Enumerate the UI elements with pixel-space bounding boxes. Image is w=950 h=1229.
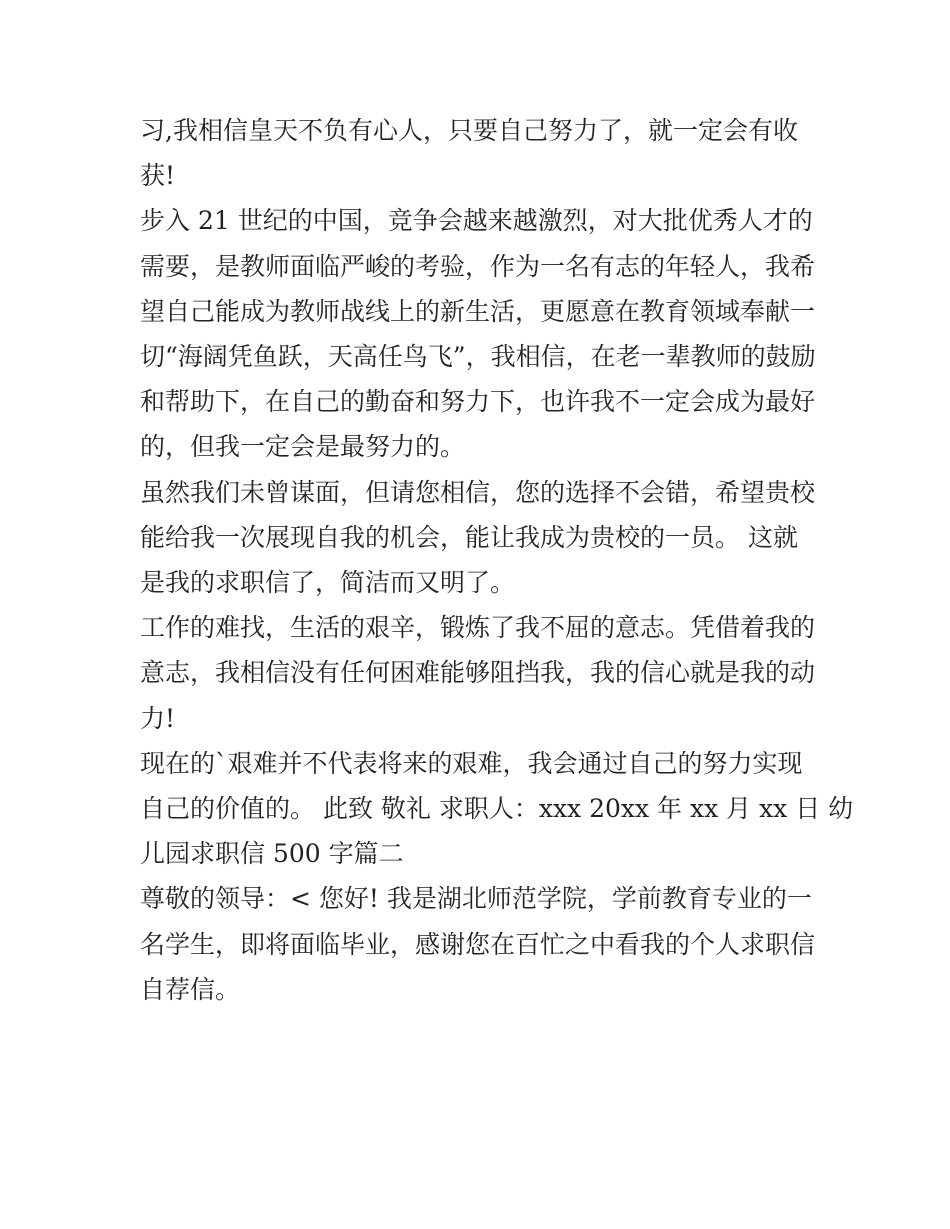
text-line: 自荐信。	[140, 974, 241, 1004]
text-line: 步入 21 世纪的中国，竞争会越来越激烈，对大批优秀人才的	[140, 206, 813, 236]
text-line: 习,我相信皇天不负有心人，只要自己努力了，就一定会有收	[140, 116, 798, 145]
text-line: 和帮助下，在自己的勤奋和努力下，也许我不一定会成为最好	[140, 387, 816, 417]
text-line: 切“海阔凭鱼跃，天高任鸟飞”，我相信，在老一辈教师的鼓励	[140, 342, 816, 372]
text-line: 虽然我们未曾谋面，但请您相信，您的选择不会错，希望贵校	[140, 477, 816, 507]
text-line: 意志，我相信没有任何困难能够阻挡我，我的信心就是我的动	[140, 658, 816, 688]
text-line: 现在的`艰难并不代表将来的艰难，我会通过自己的努力实现	[140, 748, 803, 778]
text-line: 名学生，即将面临毕业，感谢您在百忙之中看我的个人求职信	[140, 929, 816, 959]
text-line: 儿园求职信 500 字篇二	[140, 839, 404, 869]
text-line: 是我的求职信了，简洁而又明了。	[140, 568, 516, 598]
text-line: 自己的价值的。 此致 敬礼 求职人：xxx 20xx 年 xx 月 xx 日 幼	[140, 794, 854, 824]
text-line: 工作的难找，生活的艰辛，锻炼了我不屈的意志。凭借着我的	[140, 613, 816, 643]
text-line: 的，但我一定会是最努力的。	[140, 432, 466, 462]
text-line: 能给我一次展现自我的机会，能让我成为贵校的一员。 这就	[140, 522, 798, 552]
document-body	[140, 108, 854, 1012]
text-line: 获!	[140, 161, 176, 191]
text-line: 力!	[140, 703, 176, 733]
text-line: 望自己能成为教师战线上的新生活，更愿意在教育领域奉献一	[140, 296, 816, 326]
text-line: 尊敬的领导：< 您好! 我是湖北师范学院，学前教育专业的一	[140, 884, 812, 914]
text-line: 需要，是教师面临严峻的考验，作为一名有志的年轻人，我希	[140, 251, 816, 281]
